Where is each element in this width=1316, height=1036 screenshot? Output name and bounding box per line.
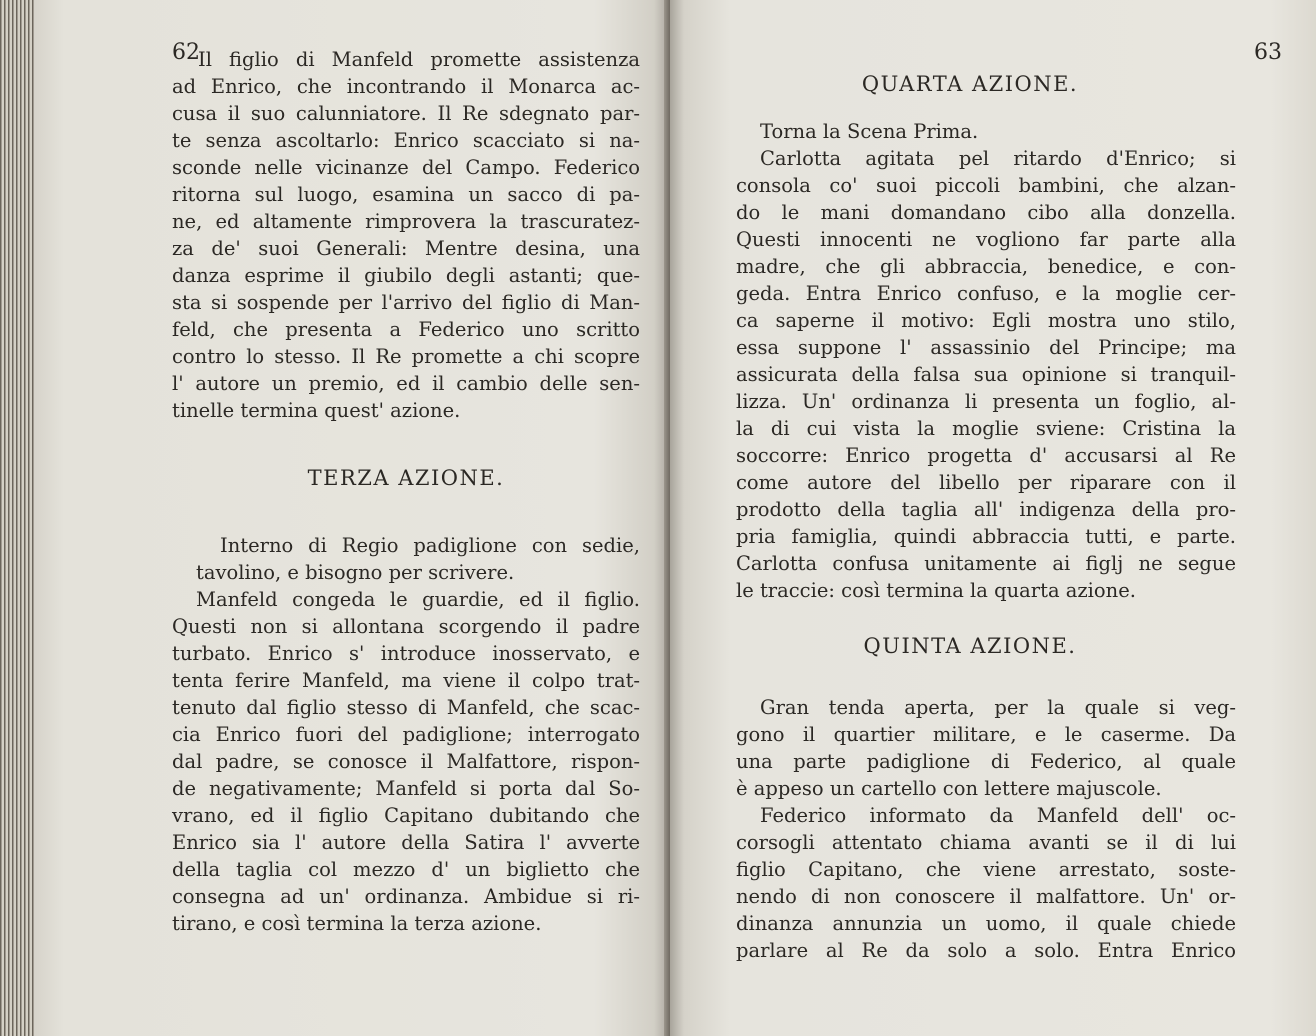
text-line: sta si sospende per l'arrivo del figlio di Man-	[172, 291, 640, 314]
text-line: soccorre: Enrico progetta d' accusarsi al Re	[736, 444, 1236, 467]
text-line: Gran tenda aperta, per la quale si veg-	[760, 696, 1236, 719]
text-line: prodotto della taglia all' indigenza della pro-	[736, 498, 1236, 521]
text-line: pria famiglia, quindi abbraccia tutti, e parte.	[736, 525, 1236, 548]
text-line: te senza ascoltarlo: Enrico scacciato si na-	[172, 129, 640, 152]
text-line: tinelle termina quest' azione.	[172, 399, 461, 422]
text-line: do le mani domandano cibo alla donzella.	[736, 201, 1236, 224]
text-line: Il figlio di Manfeld promette assistenza	[198, 48, 640, 71]
text-line: tirano, e così termina la terza azione.	[172, 912, 542, 935]
right-paragraph-3	[704, 694, 1236, 802]
text-line: l' autore un premio, ed il cambio delle sen-	[172, 372, 640, 395]
text-line: consola co' suoi piccoli bambini, che alzan-	[736, 174, 1236, 197]
text-line: ritorna sul luogo, esamina un sacco di pa-	[172, 183, 640, 206]
page-number-left: 62	[172, 40, 200, 65]
text-line: nendo di non conoscere il malfattore. Un' or-	[736, 885, 1236, 908]
text-line: figlio Capitano, che viene arrestato, soste-	[736, 858, 1236, 881]
text-line: lizza. Un' ordinanza li presenta un foglio, al-	[736, 390, 1236, 413]
text-line: dal padre, se conosce il Malfattore, rispon-	[172, 750, 640, 773]
text-line: Interno di Regio padiglione con sedie,	[220, 534, 640, 557]
page-edges	[0, 0, 34, 1036]
text-line: turbato. Enrico s' introduce inosservato, e	[172, 642, 640, 665]
text-line: parlare al Re da solo a solo. Entra Enrico	[736, 939, 1236, 962]
right-paragraph-2	[704, 145, 1236, 604]
text-line: cusa il suo calunniatore. Il Re sdegnato par-	[172, 102, 640, 125]
text-line: Carlotta agitata pel ritardo d'Enrico; si	[760, 147, 1236, 170]
text-line: danza esprime il giubilo degli astanti; que-	[172, 264, 640, 287]
right-paragraph-4	[704, 802, 1236, 964]
left-paragraph-3	[172, 586, 640, 937]
text-line: corsogli attentato chiama avanti se il di lui	[736, 831, 1236, 854]
left-page	[34, 0, 670, 1036]
text-line: assicurata della falsa sua opinione si tranquil-	[736, 363, 1236, 386]
text-line: Questi non si allontana scorgendo il padre	[172, 615, 640, 638]
text-line: de negativamente; Manfeld si porta dal So-	[172, 777, 640, 800]
page-number-right: 63	[1254, 40, 1282, 65]
text-line: Federico informato da Manfeld dell' oc-	[760, 804, 1236, 827]
text-line: Questi innocenti ne vogliono far parte alla	[736, 228, 1236, 251]
text-line: ne, ed altamente rimprovera la trascuratez-	[172, 210, 640, 233]
text-line: cia Enrico fuori del padiglione; interrogato	[172, 723, 640, 746]
text-line: tavolino, e bisogno per scrivere.	[196, 561, 515, 584]
text-line: tenuto dal figlio stesso di Manfeld, che scac-	[172, 696, 640, 719]
text-line: della taglia col mezzo d' un biglietto che	[172, 858, 640, 881]
text-line: una parte padiglione di Federico, al quale	[736, 750, 1236, 773]
text-line: la di cui vista la moglie sviene: Cristina la	[736, 417, 1236, 440]
text-line: è appeso un cartello con lettere majuscole.	[736, 777, 1162, 800]
text-line: vrano, ed il figlio Capitano dubitando che	[172, 804, 640, 827]
text-line: ca saperne il motivo: Egli mostra uno stilo,	[736, 309, 1236, 332]
text-line: Manfeld congeda le guardie, ed il figlio.	[196, 588, 640, 611]
right-page	[670, 0, 1316, 1036]
text-line: contro lo stesso. Il Re promette a chi scopre	[172, 345, 640, 368]
text-line: feld, che presenta a Federico uno scritto	[172, 318, 640, 341]
right-paragraph-1	[704, 118, 1236, 145]
text-line: Torna la Scena Prima.	[760, 120, 979, 143]
text-line: Carlotta confusa unitamente ai figlj ne segue	[736, 552, 1236, 575]
text-line: ad Enrico, che incontrando il Monarca ac-	[172, 75, 640, 98]
text-line: dinanza annunzia un uomo, il quale chiede	[736, 912, 1236, 935]
text-line: madre, che gli abbraccia, benedice, e con-	[736, 255, 1236, 278]
section-heading-quarta: QUARTA AZIONE.	[861, 72, 1079, 96]
section-heading-quinta: QUINTA AZIONE.	[863, 634, 1077, 658]
text-line: Enrico sia l' autore della Satira l' avverte	[172, 831, 640, 854]
left-paragraph-2	[172, 532, 640, 586]
section-heading-terza: TERZA AZIONE.	[307, 466, 505, 490]
text-line: essa suppone l' assassinio del Principe; ma	[736, 336, 1236, 359]
text-line: sconde nelle vicinanze del Campo. Federico	[172, 156, 640, 179]
text-line: le traccie: così termina la quarta azione.	[736, 579, 1136, 602]
text-line: za de' suoi Generali: Mentre desina, una	[172, 237, 640, 260]
left-paragraph-1	[172, 46, 640, 73]
left-paragraph-1-cont	[172, 73, 640, 424]
text-line: geda. Entra Enrico confuso, e la moglie cer-	[736, 282, 1236, 305]
text-line: come autore del libello per riparare con il	[736, 471, 1236, 494]
text-line: tenta ferire Manfeld, ma viene il colpo trat-	[172, 669, 640, 692]
text-line: consegna ad un' ordinanza. Ambidue si ri-	[172, 885, 640, 908]
text-line: gono il quartier militare, e le caserme. Da	[736, 723, 1236, 746]
